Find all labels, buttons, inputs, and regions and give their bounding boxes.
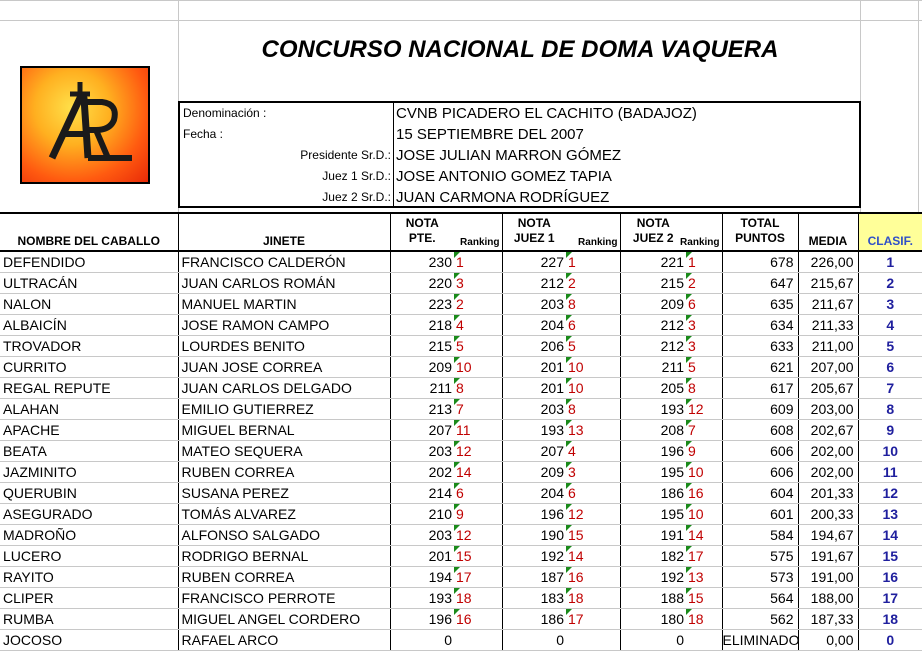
- cell-media: 207,00: [798, 357, 858, 378]
- col-header-caballo: NOMBRE DEL CABALLO: [0, 213, 178, 251]
- cell-jinete: LOURDES BENITO: [178, 336, 390, 357]
- cell-clasif: 6: [858, 357, 922, 378]
- cell-ranking-juez1: 8: [566, 294, 620, 315]
- cell-clasif: 4: [858, 315, 922, 336]
- cell-ranking-pte: 15: [454, 546, 502, 567]
- cell-nota-pte: 220: [390, 273, 454, 294]
- cell-clasif: 15: [858, 546, 922, 567]
- cell-nota-juez2: 182: [620, 546, 686, 567]
- cell-clasif: 3: [858, 294, 922, 315]
- cell-ranking-juez2: 18: [686, 609, 722, 630]
- cell-ranking-juez1: 2: [566, 273, 620, 294]
- cell-caballo: CLIPER: [0, 588, 178, 609]
- cell-nota-pte: 193: [390, 588, 454, 609]
- cell-ranking-juez2: 3: [686, 315, 722, 336]
- cell-clasif: 17: [858, 588, 922, 609]
- cell-jinete: RUBEN CORREA: [178, 462, 390, 483]
- cell-nota-pte: 214: [390, 483, 454, 504]
- cell-ranking-juez1: 6: [566, 315, 620, 336]
- cell-media: 194,67: [798, 525, 858, 546]
- cell-ranking-juez2: 8: [686, 378, 722, 399]
- table-row: [0, 546, 922, 567]
- results-table: [0, 212, 922, 651]
- cell-total: 606: [722, 462, 798, 483]
- cell-ranking-pte: 10: [454, 357, 502, 378]
- cell-total: 647: [722, 273, 798, 294]
- cell-ranking-juez2: 7: [686, 420, 722, 441]
- cell-ranking-pte: 17: [454, 567, 502, 588]
- cell-nota-juez1: 204: [502, 315, 566, 336]
- cell-caballo: RAYITO: [0, 567, 178, 588]
- cell-nota-juez2: 186: [620, 483, 686, 504]
- cell-nota-juez2: 191: [620, 525, 686, 546]
- cell-nota-juez1: 204: [502, 483, 566, 504]
- cell-total: 604: [722, 483, 798, 504]
- gridline: [0, 0, 922, 1]
- cell-caballo: REGAL REPUTE: [0, 378, 178, 399]
- cell-nota-pte: 194: [390, 567, 454, 588]
- cell-ranking-pte: 12: [454, 525, 502, 546]
- info-row-fecha: [180, 124, 859, 145]
- cell-nota-juez2: 195: [620, 462, 686, 483]
- cell-total: 575: [722, 546, 798, 567]
- cell-ranking-juez1: 12: [566, 504, 620, 525]
- cell-clasif: 9: [858, 420, 922, 441]
- col-header-nota-pte: NOTA PTE.: [390, 213, 454, 251]
- cell-ranking-juez2: 14: [686, 525, 722, 546]
- cell-jinete: JUAN CARLOS DELGADO: [178, 378, 390, 399]
- cell-ranking-juez1: 1: [566, 251, 620, 273]
- info-value: CVNB PICADERO EL CACHITO (BADAJOZ): [396, 105, 697, 122]
- cell-nota-pte: 203: [390, 441, 454, 462]
- cell-clasif: 5: [858, 336, 922, 357]
- cell-media: 202,00: [798, 462, 858, 483]
- info-value: JUAN CARMONA RODRÍGUEZ: [396, 189, 610, 206]
- cell-caballo: ULTRACÁN: [0, 273, 178, 294]
- table-row: [0, 483, 922, 504]
- cell-ranking-juez1: 14: [566, 546, 620, 567]
- info-label: Juez 1 Sr.D.:: [322, 169, 391, 183]
- col-header-nota-juez1: NOTA JUEZ 1: [502, 213, 566, 251]
- table-row: [0, 378, 922, 399]
- cell-ranking-pte: 18: [454, 588, 502, 609]
- cell-clasif: 11: [858, 462, 922, 483]
- table-row: [0, 567, 922, 588]
- cell-nota-juez1: 187: [502, 567, 566, 588]
- results-body: [0, 251, 922, 651]
- cell-ranking-juez2: 5: [686, 357, 722, 378]
- cell-media: 200,33: [798, 504, 858, 525]
- cell-ranking-pte: 3: [454, 273, 502, 294]
- cell-jinete: MANUEL MARTIN: [178, 294, 390, 315]
- cell-ranking-juez1: 15: [566, 525, 620, 546]
- cell-jinete: MIGUEL ANGEL CORDERO: [178, 609, 390, 630]
- cell-media: 201,33: [798, 483, 858, 504]
- cell-nota-juez1: 206: [502, 336, 566, 357]
- cell-nota-pte: 215: [390, 336, 454, 357]
- cell-jinete: SUSANA PEREZ: [178, 483, 390, 504]
- cell-caballo: BEATA: [0, 441, 178, 462]
- cell-ranking-pte: 12: [454, 441, 502, 462]
- cell-caballo: NALON: [0, 294, 178, 315]
- cell-nota-juez2: 193: [620, 399, 686, 420]
- cell-clasif: 16: [858, 567, 922, 588]
- cell-ranking-pte: 1: [454, 251, 502, 273]
- cell-ranking-pte: 4: [454, 315, 502, 336]
- cell-ranking-pte: 2: [454, 294, 502, 315]
- info-value: JOSE JULIAN MARRON GÓMEZ: [396, 147, 622, 164]
- cell-total: 562: [722, 609, 798, 630]
- cell-media: 187,33: [798, 609, 858, 630]
- cell-jinete: JUAN CARLOS ROMÁN: [178, 273, 390, 294]
- cell-ranking-juez2: 17: [686, 546, 722, 567]
- cell-media: 203,00: [798, 399, 858, 420]
- cell-ranking-juez2: 15: [686, 588, 722, 609]
- cell-total: 608: [722, 420, 798, 441]
- cell-clasif: 13: [858, 504, 922, 525]
- cell-nota-juez1: 192: [502, 546, 566, 567]
- info-value: 15 SEPTIEMBRE DEL 2007: [396, 126, 584, 143]
- cell-ranking-pte: 9: [454, 504, 502, 525]
- cell-clasif: 1: [858, 251, 922, 273]
- cell-nota-juez1: 201: [502, 357, 566, 378]
- cell-media: 191,00: [798, 567, 858, 588]
- info-label: Fecha :: [183, 127, 224, 141]
- cell-jinete: EMILIO GUTIERREZ: [178, 399, 390, 420]
- col-header-nota-juez2: NOTA JUEZ 2: [620, 213, 686, 251]
- cell-nota-juez1: 0: [502, 630, 566, 651]
- cell-nota-juez1: 196: [502, 504, 566, 525]
- cell-nota-pte: 203: [390, 525, 454, 546]
- cell-ranking-pte: 5: [454, 336, 502, 357]
- cell-ranking-juez2: 6: [686, 294, 722, 315]
- cell-jinete: JOSE RAMON CAMPO: [178, 315, 390, 336]
- cell-caballo: ASEGURADO: [0, 504, 178, 525]
- cell-nota-pte: 196: [390, 609, 454, 630]
- info-row-denominacion: [180, 103, 859, 124]
- cell-caballo: DEFENDIDO: [0, 251, 178, 273]
- info-label: Juez 2 Sr.D.:: [322, 190, 391, 204]
- table-row: [0, 357, 922, 378]
- cell-ranking-juez2: 3: [686, 336, 722, 357]
- cell-ranking-juez2: 12: [686, 399, 722, 420]
- cell-media: 0,00: [798, 630, 858, 651]
- cell-ranking-juez1: 5: [566, 336, 620, 357]
- cell-jinete: FRANCISCO CALDERÓN: [178, 251, 390, 273]
- cell-nota-juez1: 209: [502, 462, 566, 483]
- cell-total: 617: [722, 378, 798, 399]
- cell-ranking-juez2: 2: [686, 273, 722, 294]
- cell-ranking-pte: 7: [454, 399, 502, 420]
- cell-clasif: 8: [858, 399, 922, 420]
- cell-caballo: LUCERO: [0, 546, 178, 567]
- cell-nota-juez1: 212: [502, 273, 566, 294]
- table-row: [0, 525, 922, 546]
- table-row: [0, 420, 922, 441]
- cell-nota-juez1: 190: [502, 525, 566, 546]
- cell-ranking-juez2: 1: [686, 251, 722, 273]
- table-row: [0, 294, 922, 315]
- cell-ranking-juez1: [566, 630, 620, 651]
- event-info-box: [178, 101, 861, 208]
- cell-jinete: JUAN JOSE CORREA: [178, 357, 390, 378]
- col-header-jinete: JINETE: [178, 213, 390, 251]
- table-header-row: [0, 213, 922, 251]
- cell-jinete: TOMÁS ALVAREZ: [178, 504, 390, 525]
- cell-nota-pte: 230: [390, 251, 454, 273]
- cell-ranking-juez2: 13: [686, 567, 722, 588]
- cell-nota-pte: 218: [390, 315, 454, 336]
- cell-caballo: APACHE: [0, 420, 178, 441]
- cell-ranking-juez1: 3: [566, 462, 620, 483]
- cell-media: 205,67: [798, 378, 858, 399]
- cell-ranking-juez2: [686, 630, 722, 651]
- cell-ranking-pte: 6: [454, 483, 502, 504]
- col-header-clasif: CLASIF.: [858, 213, 922, 251]
- cell-caballo: JOCOSO: [0, 630, 178, 651]
- table-row: [0, 588, 922, 609]
- cell-total: 573: [722, 567, 798, 588]
- cell-nota-juez1: 183: [502, 588, 566, 609]
- cell-nota-juez2: 180: [620, 609, 686, 630]
- cell-media: 215,67: [798, 273, 858, 294]
- cell-clasif: 18: [858, 609, 922, 630]
- cell-total: 678: [722, 251, 798, 273]
- cell-jinete: MATEO SEQUERA: [178, 441, 390, 462]
- cell-ranking-juez1: 13: [566, 420, 620, 441]
- cell-nota-juez2: 221: [620, 251, 686, 273]
- cell-nota-juez1: 193: [502, 420, 566, 441]
- cell-ranking-juez1: 10: [566, 378, 620, 399]
- cell-jinete: FRANCISCO PERROTE: [178, 588, 390, 609]
- cell-clasif: 12: [858, 483, 922, 504]
- table-row: [0, 273, 922, 294]
- cell-nota-juez1: 203: [502, 399, 566, 420]
- cell-nota-juez2: 0: [620, 630, 686, 651]
- cell-caballo: RUMBA: [0, 609, 178, 630]
- cell-media: 226,00: [798, 251, 858, 273]
- cell-ranking-juez1: 4: [566, 441, 620, 462]
- cell-caballo: ALAHAN: [0, 399, 178, 420]
- cell-nota-juez2: 215: [620, 273, 686, 294]
- table-row: [0, 504, 922, 525]
- cell-ranking-juez2: 10: [686, 462, 722, 483]
- cell-ranking-juez1: 17: [566, 609, 620, 630]
- cell-nota-juez1: 227: [502, 251, 566, 273]
- cell-total: 564: [722, 588, 798, 609]
- cell-caballo: MADROÑO: [0, 525, 178, 546]
- logo: [20, 66, 150, 184]
- cell-media: 211,33: [798, 315, 858, 336]
- cell-nota-pte: 202: [390, 462, 454, 483]
- cell-ranking-juez1: 10: [566, 357, 620, 378]
- cell-jinete: RUBEN CORREA: [178, 567, 390, 588]
- cell-ranking-juez2: 16: [686, 483, 722, 504]
- gridline: [918, 0, 919, 212]
- cell-nota-pte: 210: [390, 504, 454, 525]
- cell-nota-pte: 209: [390, 357, 454, 378]
- cell-media: 191,67: [798, 546, 858, 567]
- page-title: CONCURSO NACIONAL DE DOMA VAQUERA: [261, 36, 779, 63]
- cell-total: ELIMINADO: [722, 630, 798, 651]
- info-label: Presidente Sr.D.:: [300, 148, 391, 162]
- col-header-media: MEDIA: [798, 213, 858, 251]
- cell-total: 606: [722, 441, 798, 462]
- cell-ranking-juez1: 6: [566, 483, 620, 504]
- cell-caballo: QUERUBIN: [0, 483, 178, 504]
- cell-jinete: RAFAEL ARCO: [178, 630, 390, 651]
- cell-media: 202,67: [798, 420, 858, 441]
- cell-media: 188,00: [798, 588, 858, 609]
- info-label: Denominación :: [183, 106, 267, 120]
- cell-ranking-juez1: 18: [566, 588, 620, 609]
- cell-nota-juez1: 203: [502, 294, 566, 315]
- cell-nota-juez2: 188: [620, 588, 686, 609]
- cell-nota-juez2: 212: [620, 315, 686, 336]
- cell-nota-pte: 0: [390, 630, 454, 651]
- cell-caballo: TROVADOR: [0, 336, 178, 357]
- table-row: [0, 462, 922, 483]
- col-header-ranking-juez1: Ranking: [566, 213, 620, 251]
- cell-total: 609: [722, 399, 798, 420]
- cell-nota-juez2: 209: [620, 294, 686, 315]
- cell-jinete: MIGUEL BERNAL: [178, 420, 390, 441]
- cell-nota-juez1: 201: [502, 378, 566, 399]
- table-row: [0, 251, 922, 273]
- cell-ranking-pte: 16: [454, 609, 502, 630]
- info-value: JOSE ANTONIO GOMEZ TAPIA: [396, 168, 612, 185]
- cell-nota-juez2: 195: [620, 504, 686, 525]
- cell-clasif: 10: [858, 441, 922, 462]
- cell-nota-juez1: 207: [502, 441, 566, 462]
- table-row: [0, 609, 922, 630]
- cell-clasif: 7: [858, 378, 922, 399]
- cell-total: 635: [722, 294, 798, 315]
- info-row-juez-1: [180, 166, 859, 187]
- info-row-presidente: [180, 145, 859, 166]
- cell-nota-pte: 201: [390, 546, 454, 567]
- cell-ranking-pte: 8: [454, 378, 502, 399]
- col-header-ranking-pte: Ranking: [454, 213, 502, 251]
- cell-total: 601: [722, 504, 798, 525]
- cell-nota-juez2: 211: [620, 357, 686, 378]
- cell-media: 211,67: [798, 294, 858, 315]
- table-row: [0, 315, 922, 336]
- gridline: [0, 20, 922, 21]
- cell-total: 584: [722, 525, 798, 546]
- col-header-total: TOTAL PUNTOS: [722, 213, 798, 251]
- col-header-ranking-juez2: Ranking: [686, 213, 722, 251]
- cell-ranking-juez2: 9: [686, 441, 722, 462]
- cell-nota-pte: 213: [390, 399, 454, 420]
- cell-media: 202,00: [798, 441, 858, 462]
- cell-ranking-pte: [454, 630, 502, 651]
- cell-nota-juez2: 212: [620, 336, 686, 357]
- cell-total: 621: [722, 357, 798, 378]
- cell-nota-pte: 207: [390, 420, 454, 441]
- cell-caballo: JAZMINITO: [0, 462, 178, 483]
- cell-clasif: 2: [858, 273, 922, 294]
- table-row: [0, 441, 922, 462]
- cell-caballo: ALBAICÍN: [0, 315, 178, 336]
- info-row-juez-2: [180, 187, 859, 208]
- cell-ranking-juez2: 10: [686, 504, 722, 525]
- cell-ranking-juez1: 8: [566, 399, 620, 420]
- cell-total: 633: [722, 336, 798, 357]
- logo-mark-icon: [22, 68, 148, 182]
- cell-caballo: CURRITO: [0, 357, 178, 378]
- cell-clasif: 14: [858, 525, 922, 546]
- table-row: [0, 399, 922, 420]
- cell-jinete: RODRIGO BERNAL: [178, 546, 390, 567]
- cell-total: 634: [722, 315, 798, 336]
- cell-media: 211,00: [798, 336, 858, 357]
- table-row: [0, 336, 922, 357]
- cell-clasif: 0: [858, 630, 922, 651]
- cell-nota-pte: 211: [390, 378, 454, 399]
- cell-nota-juez1: 186: [502, 609, 566, 630]
- cell-ranking-juez1: 16: [566, 567, 620, 588]
- cell-nota-pte: 223: [390, 294, 454, 315]
- cell-ranking-pte: 11: [454, 420, 502, 441]
- table-row: [0, 630, 922, 651]
- cell-nota-juez2: 205: [620, 378, 686, 399]
- cell-ranking-pte: 14: [454, 462, 502, 483]
- cell-nota-juez2: 192: [620, 567, 686, 588]
- cell-nota-juez2: 208: [620, 420, 686, 441]
- cell-nota-juez2: 196: [620, 441, 686, 462]
- cell-jinete: ALFONSO SALGADO: [178, 525, 390, 546]
